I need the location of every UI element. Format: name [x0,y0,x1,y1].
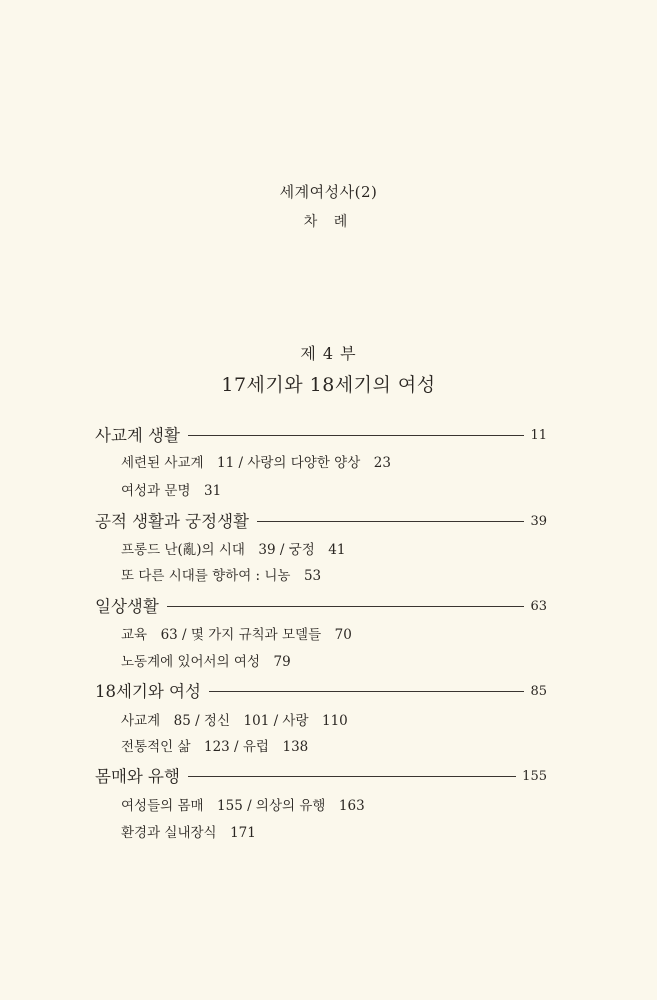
chapter-title: 공적 생활과 궁정생활 [95,512,249,531]
toc-chapter-entry [95,423,547,445]
leader-rule [188,776,516,777]
toc-subentry-line: 또 다른 시대를 향하여 : 니농 53 [121,568,322,584]
part-title: 17세기와 18세기의 여성 [221,374,436,396]
chapter-title: 사교계 생활 [95,426,180,445]
toc-subentry-line: 환경과 실내장식 171 [121,825,256,841]
chapter-page-number: 11 [530,428,547,443]
chapter-page-number: 63 [530,599,547,614]
toc-subentry-line: 노동계에 있어서의 여성 79 [121,654,291,670]
toc-subentry-line: 여성들의 몸매 155 / 의상의 유행 163 [121,798,365,814]
leader-rule [257,521,525,522]
toc-chapter-entry [95,764,547,786]
leader-rule [188,435,525,436]
leader-rule [167,606,525,607]
book-title: 세계여성사(2) [279,183,378,201]
toc-subentry-line: 전통적인 삶 123 / 유럽 138 [121,739,309,755]
toc-subentry-line: 프롱드 난(亂)의 시대 39 / 궁정 41 [121,542,346,558]
chapter-title: 일상생활 [95,597,159,616]
chapter-page-number: 85 [530,684,547,699]
chapter-title: 몸매와 유행 [95,767,180,786]
toc-subentry-line: 사교계 85 / 정신 101 / 사랑 110 [121,713,348,729]
part-number: 제 4 부 [300,344,357,363]
chapter-page-number: 39 [530,514,547,529]
chapter-page-number: 155 [522,769,547,784]
toc-heading: 차 례 [303,214,354,230]
chapter-title: 18세기와 여성 [95,682,201,701]
toc-subentry-line: 여성과 문명 31 [121,483,222,499]
toc-chapter-entry [95,679,547,701]
toc-chapter-entry [95,509,547,531]
toc-chapter-entry [95,594,547,616]
toc-subentry-line: 교육 63 / 몇 가지 규칙과 모델들 70 [121,627,352,643]
leader-rule [209,691,525,692]
toc-subentry-line: 세련된 사교계 11 / 사랑의 다양한 양상 23 [121,455,391,471]
